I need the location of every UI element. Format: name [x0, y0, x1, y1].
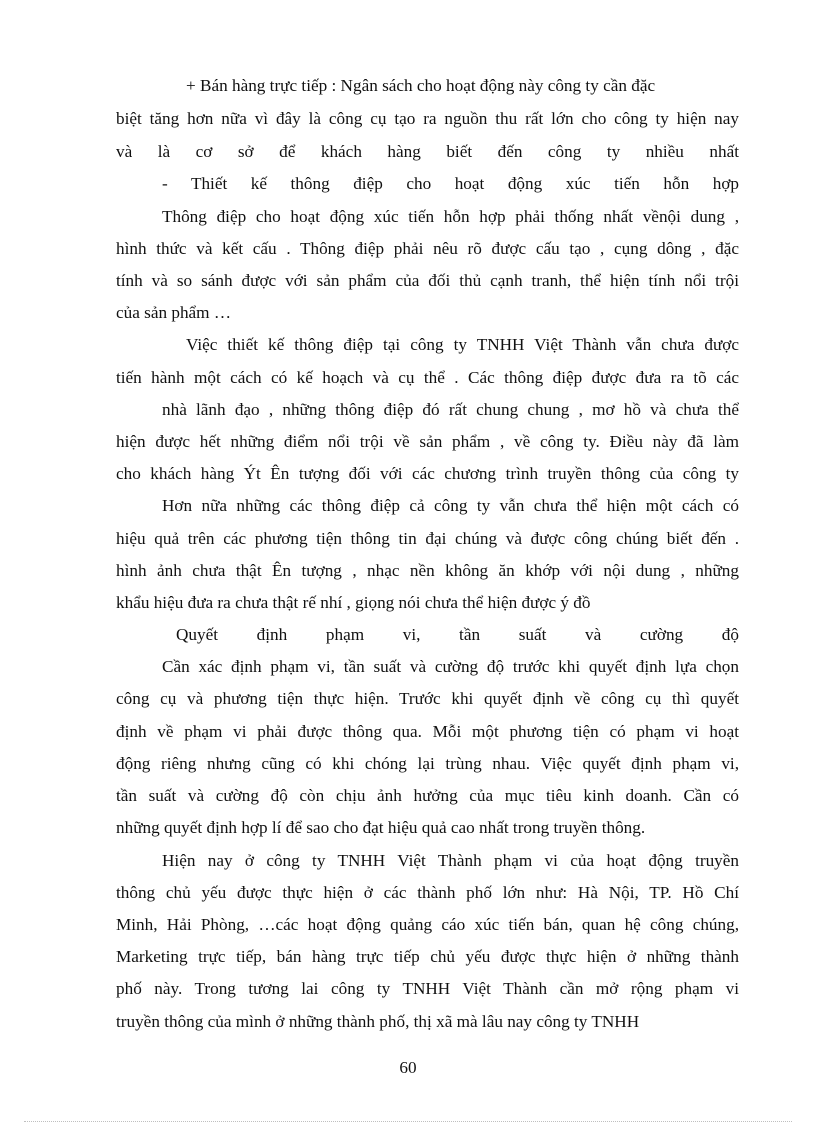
text-line: định về phạm vi phải được thông qua. Mỗi một phương tiện có phạm vi hoạt: [116, 722, 739, 741]
text-line: Hiện nay ở công ty TNHH Việt Thành phạm vi của hoạt động truyền: [162, 851, 739, 870]
text-line: nhà lãnh đạo , những thông điệp đó rất chung chung , mơ hồ và chưa thể: [162, 400, 739, 419]
text-line: Việc thiết kế thông điệp tại công ty TNHH Việt Thành vẫn chưa được: [186, 335, 739, 354]
text-line: công cụ và phương tiện thực hiện. Trước khi quyết định về công cụ thì quyết: [116, 689, 739, 708]
text-line: Minh, Hải Phòng, …các hoạt động quảng cáo xúc tiến bán, quan hệ công chúng,: [116, 915, 739, 934]
text-line: hiệu quả trên các phương tiện thông tin đại chúng và được công chúng biết đến .: [116, 529, 739, 548]
page-number: 60: [399, 1058, 417, 1077]
text-line: hình thức và kết cấu . Thông điệp phải nêu rõ được cấu tạo , cụng dông , đặc: [116, 239, 739, 258]
text-line: tiến hành một cách có kế hoạch và cụ thể . Các thông điệp được đưa ra tõ các: [116, 368, 739, 387]
text-line: và là cơ sở để khách hàng biết đến công ty nhiều nhất: [116, 142, 739, 161]
text-line: khẩu hiệu đưa ra chưa thật rế nhí , giọng nói chưa thể hiện được ý đồ: [116, 593, 591, 612]
text-line: cho khách hàng Ýt Ên tượng đối với các chương trình truyền thông của công ty: [116, 464, 739, 483]
text-line: biệt tăng hơn nữa vì đây là công cụ tạo ra nguồn thu rất lớn cho công ty hiện nay: [116, 109, 739, 128]
text-line: Hơn nữa những các thông điệp cả công ty vẫn chưa thể hiện một cách có: [162, 496, 739, 515]
text-line: + Bán hàng trực tiếp : Ngân sách cho hoạt động này công ty cần đặc: [186, 76, 656, 95]
text-line: tần suất và cường độ còn chịu ảnh hưởng của mục tiêu kinh doanh. Cần có: [116, 786, 739, 805]
text-line: Cần xác định phạm vi, tần suất và cường độ trước khi quyết định lựa chọn: [162, 657, 739, 676]
text-line: của sản phẩm …: [116, 303, 232, 322]
text-line: - Thiết kế thông điệp cho hoạt động xúc tiến hỗn hợp: [162, 174, 739, 193]
text-line: tính và so sánh được với sản phẩm của đối thủ cạnh tranh, thể hiện tính nổi trội: [116, 271, 739, 290]
section-heading: Quyết định phạm vi, tần suất và cường độ: [176, 625, 739, 644]
text-line: hình ảnh chưa thật Ên tượng , nhạc nền không ăn khớp với nội dung , những: [116, 561, 739, 580]
text-line: Thông điệp cho hoạt động xúc tiến hỗn hợp phải thống nhất vềnội dung ,: [162, 207, 739, 226]
page-bottom-rule: [24, 1121, 792, 1122]
text-line: hiện được hết những điểm nổi trội về sản phẩm , về công ty. Điều này đã làm: [116, 432, 739, 451]
text-line: những quyết định hợp lí để sao cho đạt hiệu quả cao nhất trong truyền thông.: [116, 818, 646, 837]
text-line: truyền thông của mình ở những thành phố, thị xã mà lâu nay công ty TNHH: [116, 1012, 640, 1031]
text-line: Marketing trực tiếp, bán hàng trực tiếp chủ yếu được thực hiện ở những thành: [116, 947, 739, 966]
text-line: phố này. Trong tương lai công ty TNHH Việt Thành cần mở rộng phạm vi: [116, 979, 739, 998]
text-line: động riêng nhưng cũng có khi chóng lại trùng nhau. Việc quyết định phạm vi,: [116, 754, 739, 773]
text-line: thông chủ yếu được thực hiện ở các thành phố lớn như: Hà Nội, TP. Hồ Chí: [116, 883, 739, 902]
